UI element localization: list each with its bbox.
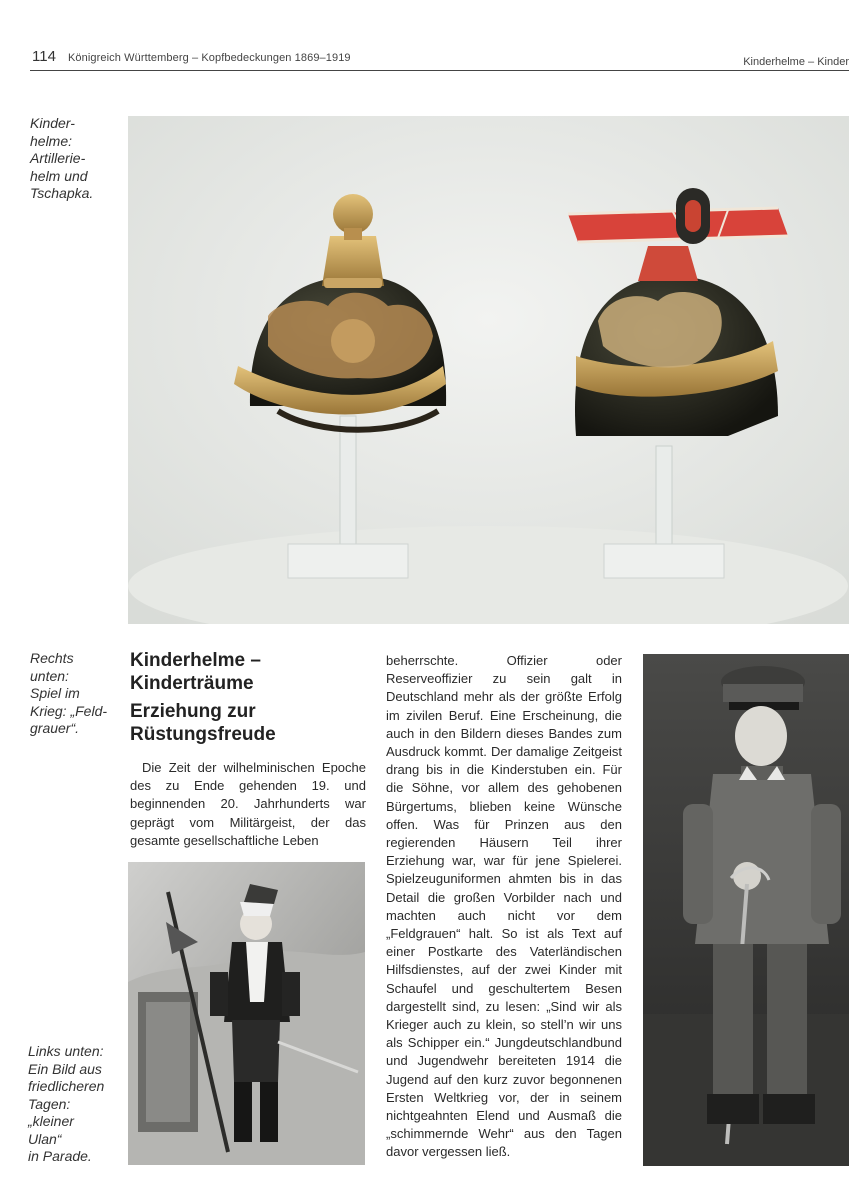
article-heading [130, 650, 375, 746]
caption-top-helmets [30, 115, 125, 203]
caption-line: helme: [30, 132, 73, 149]
article-subtitle-line1: Erziehung zur [130, 701, 256, 722]
caption-line: friedlicheren [28, 1078, 105, 1094]
caption-line: Rechts [30, 650, 74, 666]
running-title-right: Kinderhelme – Kinder [743, 56, 849, 68]
article-text-col-mid: beherrschte. Offizier oder Reserveoffizier zu sein galt in Deutschland mehr als der größte Erfolg im zivilen Beruf. Eine Erscheinung, die auch in den Bildern dieses Bandes zum Ausdruck kommt. Der damalige Zeitgeist drang bis in die Kinderstuben ein. Für die Söhne, vor allem des gehobenen Bürgertums, blieben keine Wünsche offen. Was für Prinzen aus den regierenden Häusern Teil ihrer Erziehung war, war für jene Spielerei. Spielzeuguniformen ahmten bis in das Detail die großen Vorbilder nach und machten auch nicht vor dem „Feldgrauen“ halt. So ist als Text auf einer Postkarte des Vaterländischen Hilfsdienstes, auf der zwei Kinder mit Schaufel und geschultertem Besen dargestellt sind, zu lesen: „Sind wir als Krieger auch zu klein, so stell’n wir uns als Schipper ein.“ Jungdeutschlandbund und Jugendwehr bereiteten 1914 die Jugend auf den kurz zuvor begonnenen Ersten Weltkrieg vor, der in seinem nichtgeahnten Elend und Ausmaß die „schimmernde Wehr“ aus den Tagen davor vergessen ließ. [386, 653, 622, 1160]
page-header [0, 0, 849, 72]
caption-line: grauer“. [30, 720, 80, 736]
article-text-col-left: Die Zeit der wilhelminischen Epoche des zu Ende gehenden 19. und beginnenden 20. Jahrhunderts war geprägt vom Militärgeist, der das gesamte gesellschaftliche Leben [130, 760, 366, 848]
header-rule [30, 70, 849, 71]
caption-line: Ein Bild aus [28, 1060, 102, 1077]
caption-line: in Parade. [28, 1148, 92, 1164]
caption-line: Tschapka. [30, 185, 94, 201]
caption-right-feldgrauer [30, 650, 125, 738]
caption-left-ulan [28, 1043, 123, 1166]
caption-line: „kleiner [28, 1113, 74, 1129]
running-title: Königreich Württemberg – Kopfbedeckungen 1869–1919 [68, 52, 351, 64]
article-subtitle-line2: Rüstungsfreude [130, 723, 276, 745]
caption-line: unten: [30, 667, 69, 684]
page-number: 114 [32, 48, 56, 65]
caption-line: Spiel im [30, 685, 80, 701]
caption-line: Tagen: [28, 1095, 71, 1112]
article-title-line2: Kinderträume [130, 672, 254, 694]
caption-line: Kinder- [30, 115, 75, 131]
caption-line: helm und [30, 167, 88, 184]
caption-line: Ulan“ [28, 1130, 62, 1147]
ulan-boy-photo [128, 862, 365, 1165]
feldgrauer-boy-photo [643, 654, 849, 1166]
article-title-line1: Kinderhelme – [130, 650, 261, 671]
caption-line: Artillerie- [30, 150, 86, 166]
helmets-photo [128, 116, 849, 624]
caption-line: Links unten: [28, 1043, 104, 1059]
caption-line: Krieg: „Feld- [30, 702, 108, 719]
